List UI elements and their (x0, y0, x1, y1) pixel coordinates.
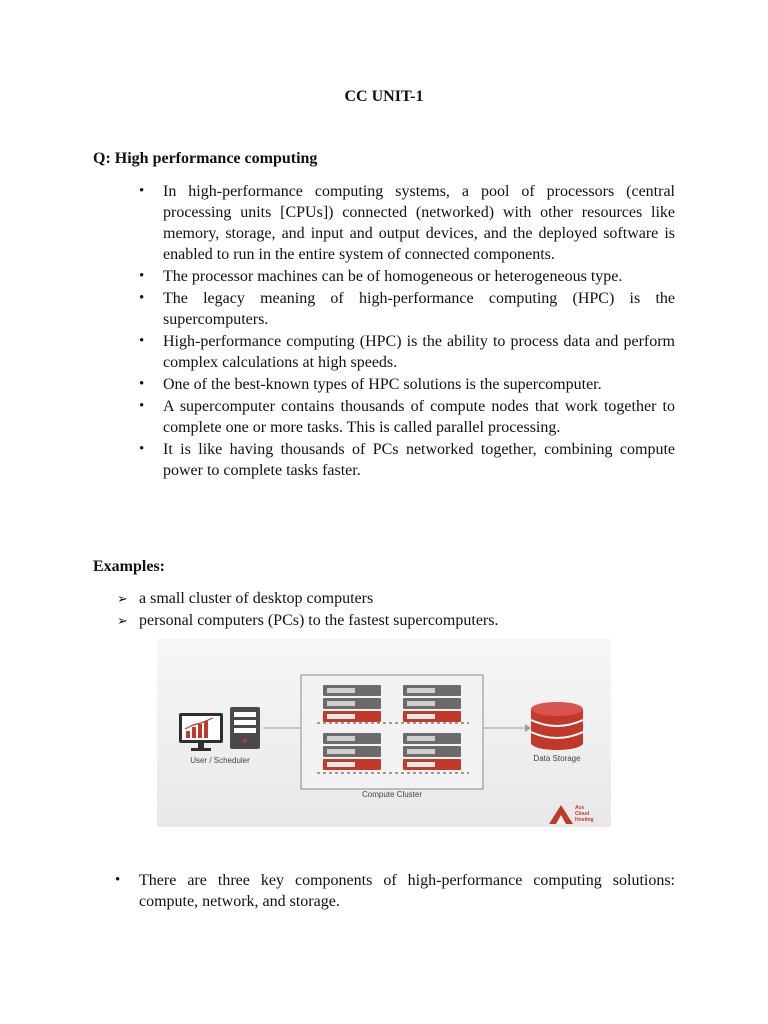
svg-text:Cloud: Cloud (575, 811, 590, 817)
examples-list (93, 588, 675, 632)
hpc-diagram (157, 639, 611, 827)
list-item: • There are three key components of high-performance computing solutions: compute, network, and storage. (115, 872, 675, 910)
bullet-icon: • (139, 183, 145, 199)
list-item: • High-performance computing (HPC) is the ability to process data and perform complex calculations at high speeds. (139, 333, 675, 371)
list-item: • A supercomputer contains thousands of compute nodes that work together to complete one or more tasks. This is called parallel processing. (139, 398, 675, 436)
bullet-icon: • (139, 398, 145, 414)
list-item: • The legacy meaning of high-performance computing (HPC) is the supercomputers. (139, 290, 675, 328)
list-item: ➢ a small cluster of desktop computers (117, 590, 374, 607)
arrow-bullet-icon: ➢ (117, 591, 128, 606)
server-rack-icon (323, 733, 381, 770)
ace-cloud-hosting-logo (549, 805, 594, 824)
arrow-bullet-icon: ➢ (117, 613, 128, 628)
examples-heading: Examples: (93, 558, 165, 575)
bullet-icon: • (139, 290, 145, 306)
hpc-bullet-list (93, 181, 675, 482)
svg-text:Hosting: Hosting (575, 817, 594, 823)
bullet-icon: • (139, 376, 145, 392)
arrowhead-icon (525, 724, 531, 732)
bullet-icon: • (139, 268, 145, 284)
server-rack-icon (403, 685, 461, 722)
server-rack-icon (323, 685, 381, 722)
bullet-icon: • (115, 872, 121, 888)
user-scheduler-label: User / Scheduler (190, 756, 250, 765)
svg-text:Ace: Ace (575, 805, 585, 811)
bullet-icon: • (139, 441, 145, 457)
compute-cluster-label: Compute Cluster (361, 790, 423, 799)
data-storage-label: Data Storage (533, 754, 581, 763)
components-bullet-list (93, 870, 675, 912)
tower-server-icon (230, 707, 260, 749)
list-item: ➢ personal computers (PCs) to the fastest supercomputers. (117, 612, 499, 629)
question-heading: Q: High performance computing (93, 150, 318, 167)
list-item: • One of the best-known types of HPC solutions is the supercomputer. (139, 376, 602, 393)
monitor-icon (179, 713, 223, 751)
server-rack-icon (403, 733, 461, 770)
document-title: CC UNIT-1 (344, 88, 424, 105)
list-item: • It is like having thousands of PCs networked together, combining compute power to complete tasks faster. (139, 441, 675, 479)
hpc-architecture-figure (157, 639, 611, 827)
bullet-icon: • (139, 333, 145, 349)
list-item: • In high-performance computing systems, a pool of processors (central processing units [CPUs]) connected (networked) with other resources like memory, storage, and input and output devices, and the deployed software is enabled to run in the entire system of connected components. (139, 183, 675, 263)
list-item: • The processor machines can be of homogeneous or heterogeneous type. (139, 268, 623, 285)
database-icon (531, 702, 583, 750)
